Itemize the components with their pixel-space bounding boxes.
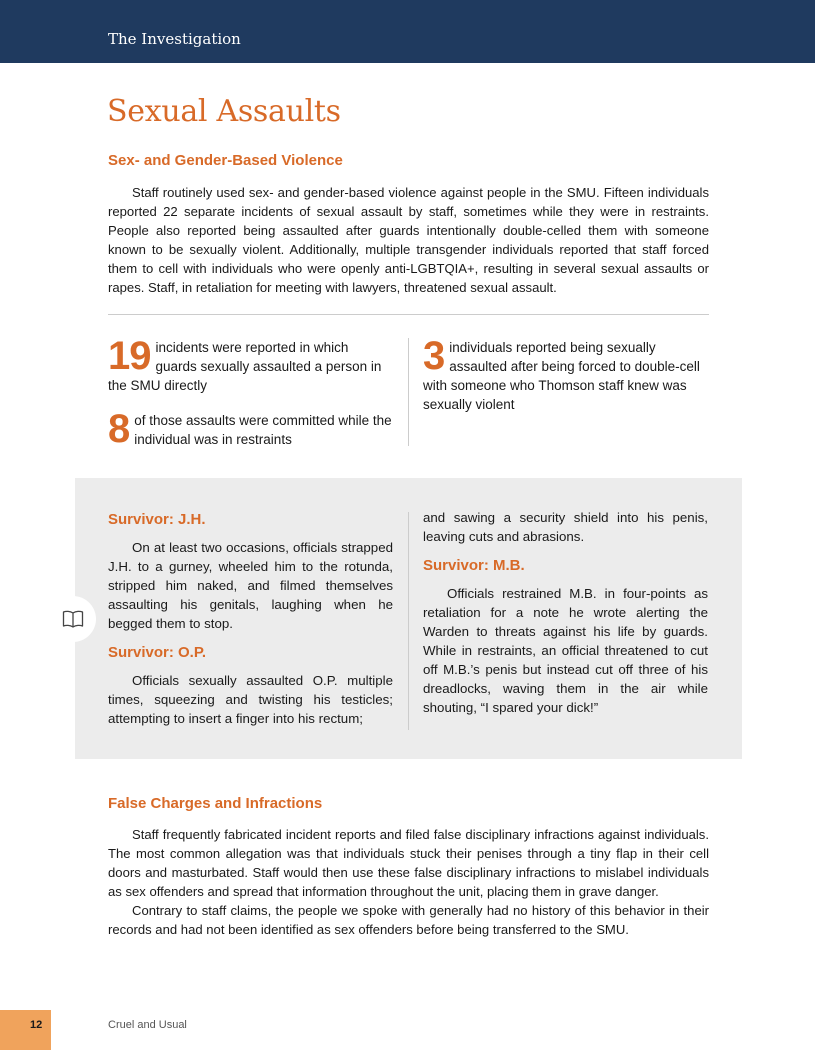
stat-number: 8 bbox=[108, 407, 130, 451]
section-heading-false-charges: False Charges and Infractions bbox=[108, 795, 323, 812]
divider bbox=[108, 314, 709, 315]
stat-restraints bbox=[108, 407, 393, 451]
paragraph: Staff frequently fabricated incident reports and filed false disciplinary infractions against individuals. The most common allegation was that individuals stuck their penises through a tiny flap in their cell doors and masturbated. Staff would then use these false disciplinary infractions to mislabel individuals as sex offenders and spread that information throughout the unit, placing them in grave danger. bbox=[108, 827, 709, 899]
stat-double-cell bbox=[423, 334, 711, 414]
survivor-heading-op: Survivor: O.P. bbox=[108, 644, 207, 661]
column-divider bbox=[408, 512, 409, 730]
page-number: 12 bbox=[30, 1019, 43, 1031]
page-header bbox=[0, 0, 815, 63]
stat-text: individuals reported being sexually assaulted after being forced to double-cell with someone who Thomson staff knew was sexually violent bbox=[423, 340, 700, 412]
section-label: The Investigation bbox=[108, 30, 241, 48]
stat-number: 19 bbox=[108, 334, 151, 378]
stat-text: of those assaults were committed while the individual was in restraints bbox=[134, 413, 392, 447]
survivor-text-mb: Officials restrained M.B. in four-points as retaliation for a note he wrote alerting the Warden to threats against his life by guards. While in restraints, an official threatened to cut off M.B.’s penis but instead cut off three of his dreadlocks, waving them in the air while shouting, “I spared your dick!” bbox=[423, 586, 708, 715]
page-number-tab bbox=[0, 1010, 51, 1050]
stat-text: incidents were reported in which guards sexually assaulted a person in the SMU directly bbox=[108, 340, 382, 393]
stat-incidents bbox=[108, 334, 393, 395]
book-open-icon bbox=[62, 609, 84, 629]
stat-number: 3 bbox=[423, 334, 445, 378]
stat-divider bbox=[408, 338, 409, 446]
paragraph: Staff routinely used sex- and gender-based violence against people in the SMU. Fifteen individuals reported 22 separate incidents of sexual assault by staff, sometimes while they were in restraints. People also reported being assaulted after guards intentionally double-celled them with someone known to be sexually violent. Additionally, multiple transgender individuals reported that staff forced them to cell with individuals who were openly anti-LGBTQIA+, resulting in several sexual assaults or rapes. Staff, in retaliation for meeting with lawyers, threatened sexual assault. bbox=[108, 185, 709, 295]
publication-title: Cruel and Usual bbox=[108, 1019, 187, 1031]
section-body-false-charges bbox=[108, 825, 709, 939]
survivor-text-jh: On at least two occasions, officials strapped J.H. to a gurney, wheeled him to the rotunda, stripped him naked, and filmed themselves assaulting his genitals, laughing when he begged them to stop. bbox=[108, 540, 393, 631]
survivor-text-op-continued: and sawing a security shield into his penis, leaving cuts and abrasions. bbox=[423, 510, 708, 544]
survivor-heading-jh: Survivor: J.H. bbox=[108, 511, 206, 528]
page-title: Sexual Assaults bbox=[107, 94, 341, 129]
survivor-heading-mb: Survivor: M.B. bbox=[423, 557, 525, 574]
survivor-column-left bbox=[108, 510, 393, 728]
paragraph: Contrary to staff claims, the people we spoke with generally had no history of this behavior in their records and had not been identified as sex offenders before being transferred to the SMU. bbox=[108, 903, 709, 937]
book-icon-badge bbox=[50, 596, 96, 642]
section-heading-violence: Sex- and Gender-Based Violence bbox=[108, 152, 343, 169]
survivor-text-op: Officials sexually assaulted O.P. multiple times, squeezing and twisting his testicles; attempting to insert a finger into his rectum; bbox=[108, 673, 393, 726]
section-body-violence bbox=[108, 183, 709, 297]
survivor-column-right bbox=[423, 508, 708, 717]
